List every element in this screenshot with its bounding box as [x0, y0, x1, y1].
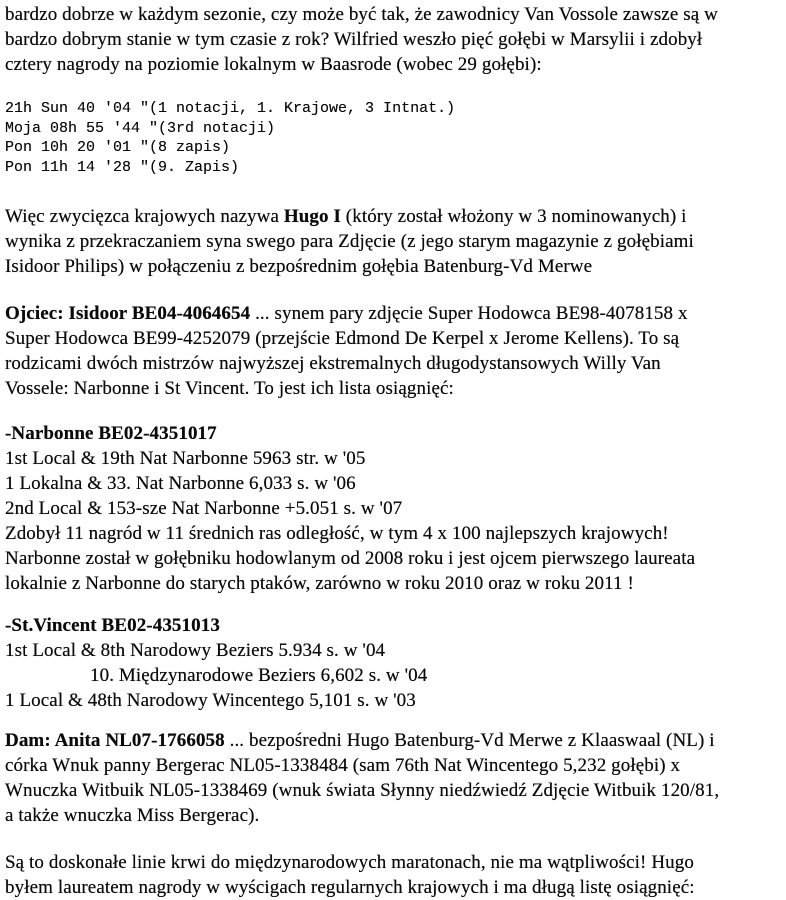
- text-run: (który został włożony w 3 nominowanych) i: [340, 206, 687, 227]
- sire-name-bold: Ojciec: Isidoor BE04-4064654: [5, 303, 251, 324]
- achievement-line: 1 Local & 48th Narodowy Wincentego 5,101 s. w '03: [5, 690, 416, 711]
- text-line: bardzo dobrze w każdym sezonie, czy może być tak, że zawodnicy Van Vossole zawsze są w: [5, 4, 718, 25]
- achievement-line: 1st Local & 19th Nat Narbonne 5963 str. w '05: [5, 448, 366, 469]
- race-result-line: Pon 10h 20 '01 "(8 zapis): [5, 139, 231, 156]
- narbonne-heading: -Narbonne BE02-4351017: [5, 423, 217, 444]
- text-line: [5, 301, 782, 326]
- winner-paragraph: [5, 204, 782, 279]
- text-line: byłem laureatem nagrody w wyścigach regularnych krajowych i ma długą listę osiągnięć:: [5, 877, 695, 898]
- text-line: [5, 204, 782, 229]
- achievement-line: Zdobył 11 nagród w 11 średnich ras odległość, w tym 4 x 100 najlepszych krajowych!: [5, 523, 669, 544]
- text-line: Isidoor Philips) w połączeniu z bezpośrednim gołębia Batenburg-Vd Merwe: [5, 256, 593, 277]
- achievement-line: lokalnie z Narbonne do starych ptaków, zarówno w roku 2010 oraz w roku 2011 !: [5, 573, 634, 594]
- text-line: wynika z przekraczaniem syna swego para Zdjęcie (z jego starym magazynie z gołębiami: [5, 231, 694, 252]
- achievement-line: 1st Local & 8th Narodowy Beziers 5.934 s. w '04: [5, 640, 386, 661]
- race-result-line: 21h Sun 40 '04 "(1 notacji, 1. Krajowe, 3 Intnat.): [5, 100, 456, 117]
- intro-paragraph: [5, 2, 782, 77]
- text-line: córka Wnuk panny Bergerac NL05-1338484 (sam 76th Nat Wincentego 5,232 gołębi) x: [5, 755, 681, 776]
- pigeon-name-bold: Hugo I: [283, 206, 341, 227]
- text-line: a także wnuczka Miss Bergerac).: [5, 805, 260, 826]
- race-result-line: Moja 08h 55 '44 "(3rd notacji): [5, 119, 276, 137]
- text-line: [5, 728, 782, 753]
- text-run: ... bezpośredni Hugo Batenburg-Vd Merwe z Klaaswaal (NL) i: [224, 730, 715, 751]
- text-line: rodzicami dwóch mistrzów najwyższej ekstremalnych długodystansowych Willy Van: [5, 353, 661, 374]
- text-line: cztery nagrody na poziomie lokalnym w Baasrode (wobec 29 gołębi):: [5, 54, 542, 75]
- race-results-block: [5, 99, 782, 177]
- narbonne-section: [5, 421, 782, 596]
- dam-name-bold: Dam: Anita NL07-1766058: [5, 730, 225, 751]
- stvincent-heading: -St.Vincent BE02-4351013: [5, 615, 220, 636]
- stvincent-section: [5, 613, 782, 713]
- dam-paragraph: [5, 728, 782, 828]
- text-line: Są to doskonałe linie krwi do międzynarodowych maratonach, nie ma wątpliwości! Hugo: [5, 852, 694, 873]
- achievement-line: 1 Lokalna & 33. Nat Narbonne 6,033 s. w '06: [5, 473, 356, 494]
- race-result-line: Pon 11h 14 '28 "(9. Zapis): [5, 158, 240, 176]
- closing-paragraph: [5, 850, 782, 900]
- text-run: Więc zwycięzca krajowych nazywa: [5, 206, 284, 227]
- achievement-line: 2nd Local & 153-sze Nat Narbonne +5.051 s. w '07: [5, 498, 403, 519]
- text-line: Super Hodowca BE99-4252079 (przejście Edmond De Kerpel x Jerome Kellens). To są: [5, 328, 680, 349]
- text-run: ... synem pary zdjęcie Super Hodowca BE98-4078158 x: [250, 303, 688, 324]
- sire-paragraph: [5, 301, 782, 401]
- achievement-line: Narbonne został w gołębniku hodowlanym od 2008 roku i jest ojcem pierwszego laureata: [5, 548, 696, 569]
- text-line: Vossele: Narbonne i St Vincent. To jest ich lista osiągnięć:: [5, 378, 454, 399]
- achievement-line: 10. Międzynarodowe Beziers 6,602 s. w '04: [90, 665, 428, 686]
- text-line: Wnuczka Witbuik NL05-1338469 (wnuk świata Słynny niedźwiedź Zdjęcie Witbuik 120/81,: [5, 780, 720, 801]
- text-line: bardzo dobrym stanie w tym czasie z rok? Wilfried weszło pięć gołębi w Marsylii i zdobył: [5, 29, 703, 50]
